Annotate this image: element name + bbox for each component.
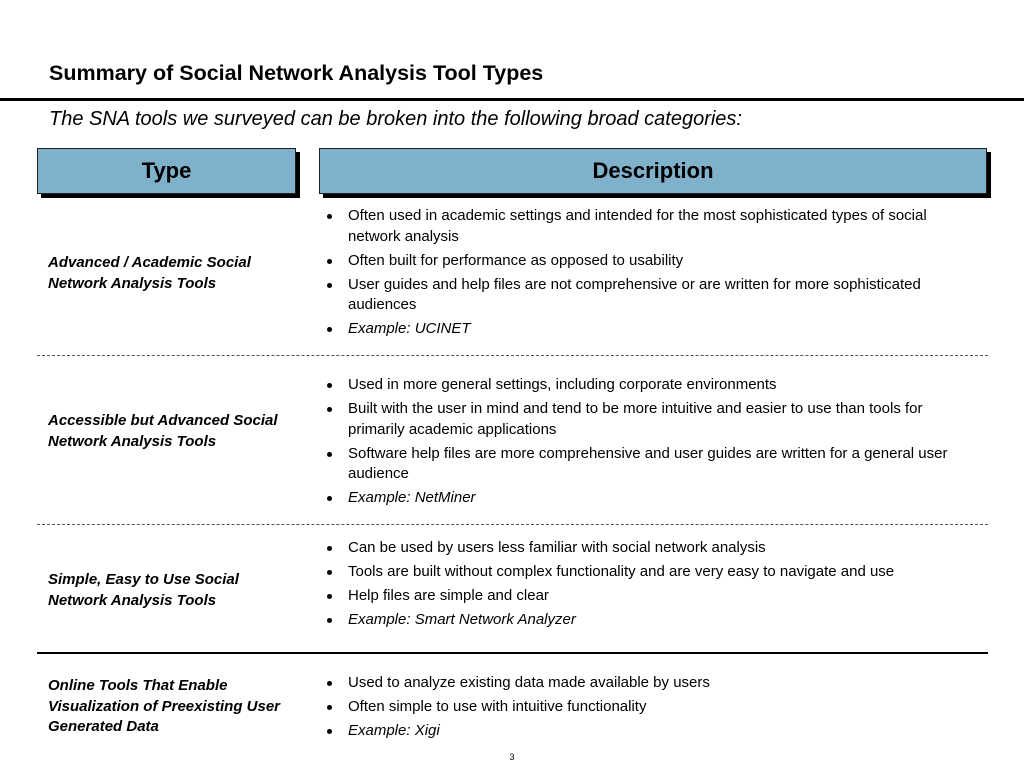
section-divider xyxy=(37,652,988,654)
row-1-bullet-2: Often built for performance as opposed to usability xyxy=(322,251,962,272)
row-2-type: Accessible but Advanced Social Network Analysis Tools xyxy=(48,412,278,450)
slide-subtitle: The SNA tools we surveyed can be broken into the following broad categories: xyxy=(49,108,742,130)
row-1-description-list xyxy=(322,206,962,343)
row-4-bullet-1: Used to analyze existing data made available by users xyxy=(322,673,962,694)
title-divider xyxy=(0,98,1024,101)
slide-title: Summary of Social Network Analysis Tool Types xyxy=(49,61,544,85)
description-column-header: Description xyxy=(319,148,987,194)
row-3-description-list xyxy=(322,538,942,634)
row-3-type: Simple, Easy to Use Social Network Analysis Tools xyxy=(48,571,239,609)
row-2-bullet-2: Built with the user in mind and tend to be more intuitive and easier to use than tools for primarily academic applications xyxy=(322,399,962,440)
row-2-description-list xyxy=(322,375,962,512)
row-2-bullet-1: Used in more general settings, including corporate environments xyxy=(322,375,962,396)
row-2-example: Example: NetMiner xyxy=(322,488,962,509)
row-divider xyxy=(37,355,988,356)
row-3-bullet-1: Can be used by users less familiar with social network analysis xyxy=(322,538,942,559)
row-4-description-list xyxy=(322,673,962,745)
row-4-type: Online Tools That Enable Visualization of Preexisting User Generated Data xyxy=(48,677,281,735)
row-1-bullet-1: Often used in academic settings and intended for the most sophisticated types of social network analysis xyxy=(322,206,962,247)
type-column-header: Type xyxy=(37,148,296,194)
row-2-bullet-3: Software help files are more comprehensive and user guides are written for a general user audience xyxy=(322,444,962,485)
row-1-bullet-3: User guides and help files are not comprehensive or are written for more sophisticated audiences xyxy=(322,275,962,316)
row-3-bullet-3: Help files are simple and clear xyxy=(322,586,942,607)
row-3-bullet-2: Tools are built without complex functionality and are very easy to navigate and use xyxy=(322,562,942,583)
row-4-example: Example: Xigi xyxy=(322,721,962,742)
row-1-example: Example: UCINET xyxy=(322,319,962,340)
page-number: 3 xyxy=(509,752,515,762)
row-4-bullet-2: Often simple to use with intuitive functionality xyxy=(322,697,962,718)
row-1-type: Advanced / Academic Social Network Analysis Tools xyxy=(48,254,251,292)
row-divider xyxy=(37,524,988,525)
row-3-example: Example: Smart Network Analyzer xyxy=(322,610,942,631)
